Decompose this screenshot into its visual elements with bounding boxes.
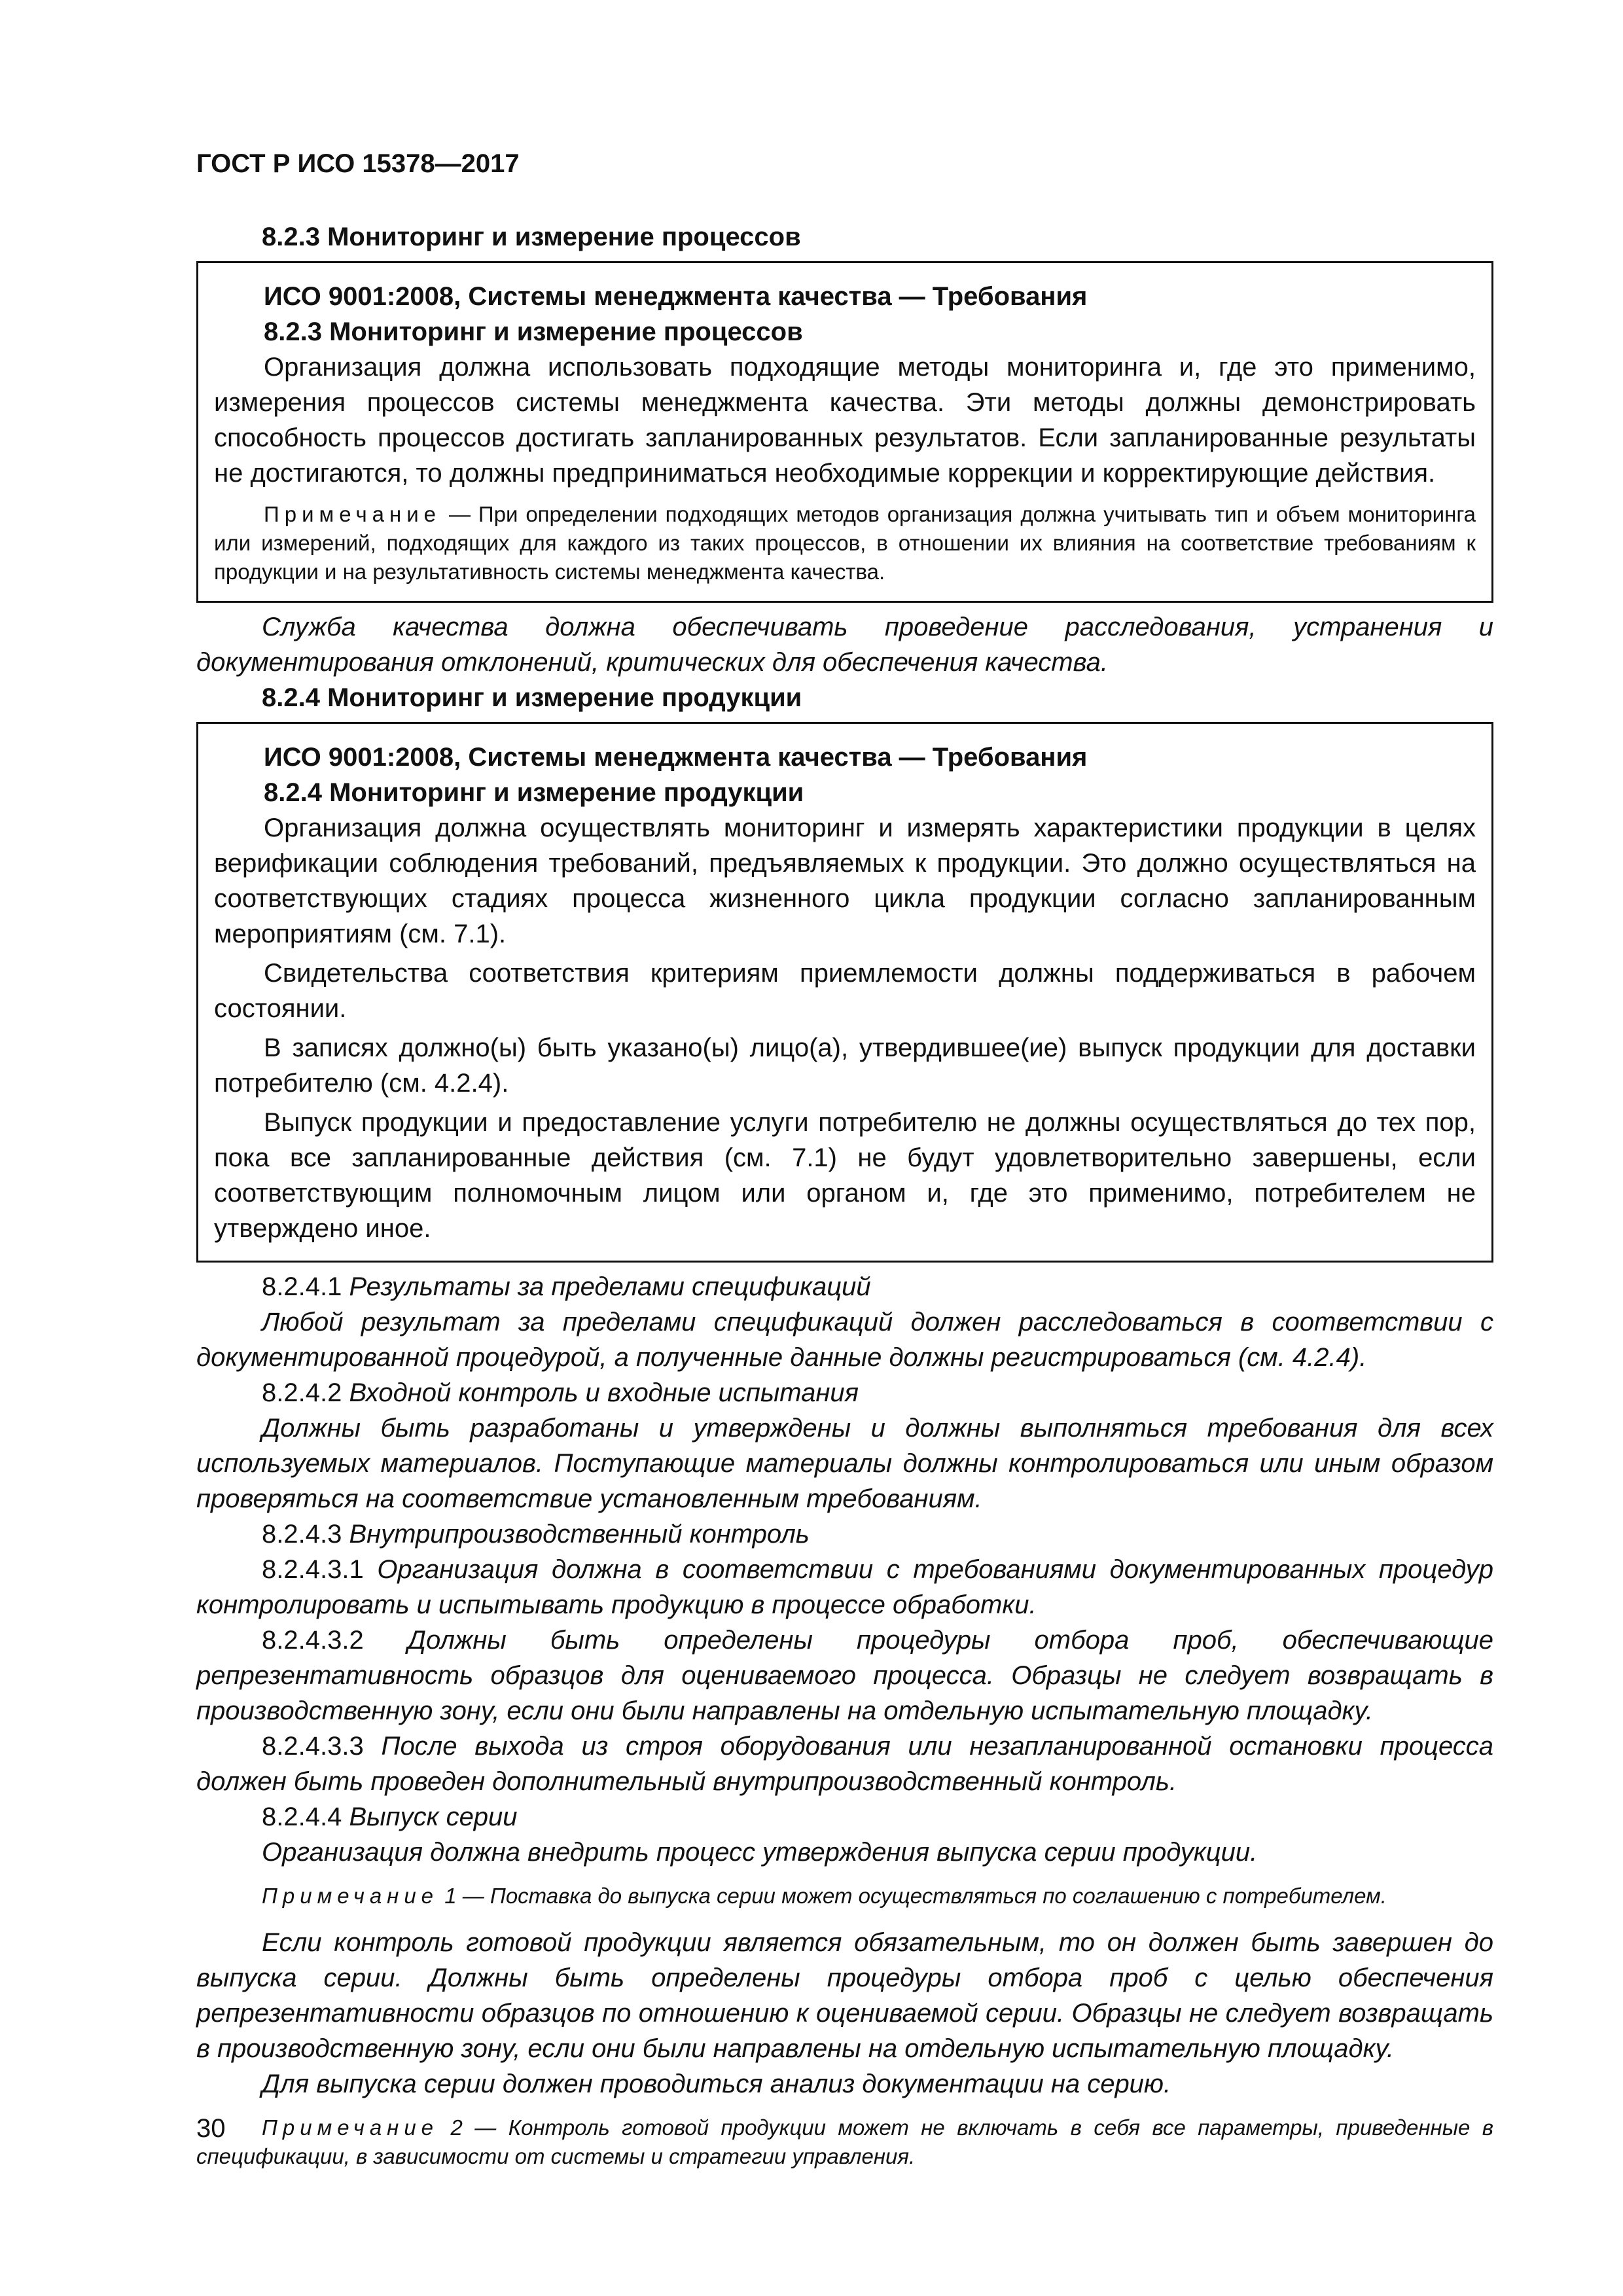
subsection-number: 8.2.4.3	[262, 1520, 349, 1549]
iso-quote-box-824	[196, 722, 1493, 1263]
section-heading-824: 8.2.4 Мониторинг и измерение продукции	[262, 683, 802, 712]
note-label: Примечание	[262, 2115, 439, 2140]
subsection-title: Результаты за пределами спецификаций	[349, 1272, 871, 1301]
quote-subtitle: 8.2.3 Мониторинг и измерение процессов	[264, 317, 803, 346]
quote-paragraph: Свидетельства соответствия критериям приемлемости должны поддерживаться в рабочем состоянии.	[214, 959, 1476, 1023]
quote-paragraph: Выпуск продукции и предоставление услуги потребителю не должны осуществляться до тех пор, пока все запланированные действия (см. 7.1) не будут удовлетворительно завершены, если соответствующим полномочным лицом или органом и, где это применимо, потребителем не утверждено иное.	[214, 1108, 1476, 1243]
quote-paragraph: Организация должна использовать подходящие методы мониторинга и, где это применимо, измерения процессов системы менеджмента качества. Эти методы должны демонстрировать способность процессов достигать запланированных результатов. Если запланированные результаты не достигаются, то должны предприниматься необходимые коррекции и корректирующие действия.	[214, 353, 1476, 488]
subsection-number: 8.2.4.4	[262, 1803, 349, 1831]
quote-subtitle: 8.2.4 Мониторинг и измерение продукции	[264, 778, 804, 807]
subsection-number: 8.2.4.2	[262, 1378, 349, 1407]
clause-text: Должны быть определены процедуры отбора проб, обеспечивающие репрезентативность образцов для оцениваемого процесса. Образцы не следует возвращать в производственную зону, если они были направлены на отдельную испытательную площадку.	[196, 1626, 1494, 1725]
note-2	[196, 2113, 1493, 2171]
subsection-text: Для выпуска серии должен проводиться анализ документации на серию.	[262, 2070, 1171, 2098]
subsection-text: Любой результат за пределами спецификаций должен расследоваться в соответствии с документированной процедурой, а полученные данные должны регистрироваться (см. 4.2.4).	[196, 1308, 1493, 1372]
quote-note	[214, 500, 1476, 586]
subsection-text: Если контроль готовой продукции является обязательным, то он должен быть завершен до выпуска серии. Должны быть определены процедуры отбора проб с целью обеспечения репрезентативности образцов по отношению к оцениваемой серии. Образцы не следует возвращать в производственную зону, если они были направлены на отдельную испытательную площадку.	[196, 1928, 1493, 2063]
page-number: 30	[196, 2114, 226, 2143]
subsection-text: Должны быть разработаны и утверждены и должны выполняться требования для всех используемых материалов. Поступающие материалы должны контролироваться или иным образом проверяться на соответствие установленным требованиям.	[196, 1414, 1493, 1513]
clause-82431	[196, 1552, 1493, 1623]
note-text: 1 — Поставка до выпуска серии может осуществляться по соглашению с потребителем.	[438, 1884, 1387, 1908]
clause-82432	[196, 1623, 1493, 1729]
page-content	[196, 219, 1493, 2185]
clause-number: 8.2.4.3.2	[262, 1626, 408, 1655]
note-label: Примечание	[262, 1884, 439, 1908]
clause-82433	[196, 1729, 1493, 1799]
subsection-8243	[196, 1516, 1493, 1552]
document-header: ГОСТ Р ИСО 15378—2017	[196, 149, 520, 178]
iso-quote-box-823	[196, 261, 1493, 603]
note-label: Примечание	[264, 502, 442, 526]
quote-title: ИСО 9001:2008, Системы менеджмента качества — Требования	[264, 743, 1088, 772]
subsection-title: Входной контроль и входные испытания	[349, 1378, 859, 1407]
quote-paragraph: В записях должно(ы) быть указано(ы) лицо(а), утвердившее(ие) выпуск продукции для доставки потребителю (см. 4.2.4).	[214, 1033, 1476, 1098]
subsection-text: Организация должна внедрить процесс утверждения выпуска серии продукции.	[262, 1838, 1258, 1867]
clause-number: 8.2.4.3.3	[262, 1732, 382, 1761]
clause-number: 8.2.4.3.1	[262, 1555, 378, 1584]
subsection-title: Внутрипроизводственный контроль	[349, 1520, 810, 1549]
clause-text: После выхода из строя оборудования или незапланированной остановки процесса должен быть проведен дополнительный внутрипроизводственный контроль.	[196, 1732, 1494, 1796]
clause-text: Организация должна в соответствии с требованиями документированных процедур контролировать и испытывать продукцию в процессе обработки.	[196, 1555, 1493, 1619]
subsection-8242	[196, 1375, 1493, 1410]
subsection-title: Выпуск серии	[349, 1803, 518, 1831]
note-text: 2 — Контроль готовой продукции может не включать в себя все параметры, приведенные в спецификации, в зависимости от системы и стратегии управления.	[196, 2115, 1493, 2168]
subsection-number: 8.2.4.1	[262, 1272, 349, 1301]
quote-title: ИСО 9001:2008, Системы менеджмента качества — Требования	[264, 282, 1088, 311]
pharma-paragraph-823: Служба качества должна обеспечивать проведение расследования, устранения и документирования отклонений, критических для обеспечения качества.	[196, 613, 1493, 677]
quote-paragraph: Организация должна осуществлять мониторинг и измерять характеристики продукции в целях верификации соблюдения требований, предъявляемых к продукции. Это должно осуществляться на соответствующих стадиях процесса жизненного цикла продукции согласно запланированным мероприятиям (см. 7.1).	[214, 814, 1476, 948]
note-1	[196, 1882, 1493, 1910]
note-text: — При определении подходящих методов организация должна учитывать тип и объем мониторинга или измерений, подходящих для каждого из таких процессов, в отношении их влияния на соответствие требованиям к продукции и на результативность системы менеджмента качества.	[214, 502, 1476, 584]
subsection-8244	[196, 1799, 1493, 1835]
subsection-8241	[196, 1269, 1493, 1304]
section-heading-823: 8.2.3 Мониторинг и измерение процессов	[262, 223, 801, 251]
